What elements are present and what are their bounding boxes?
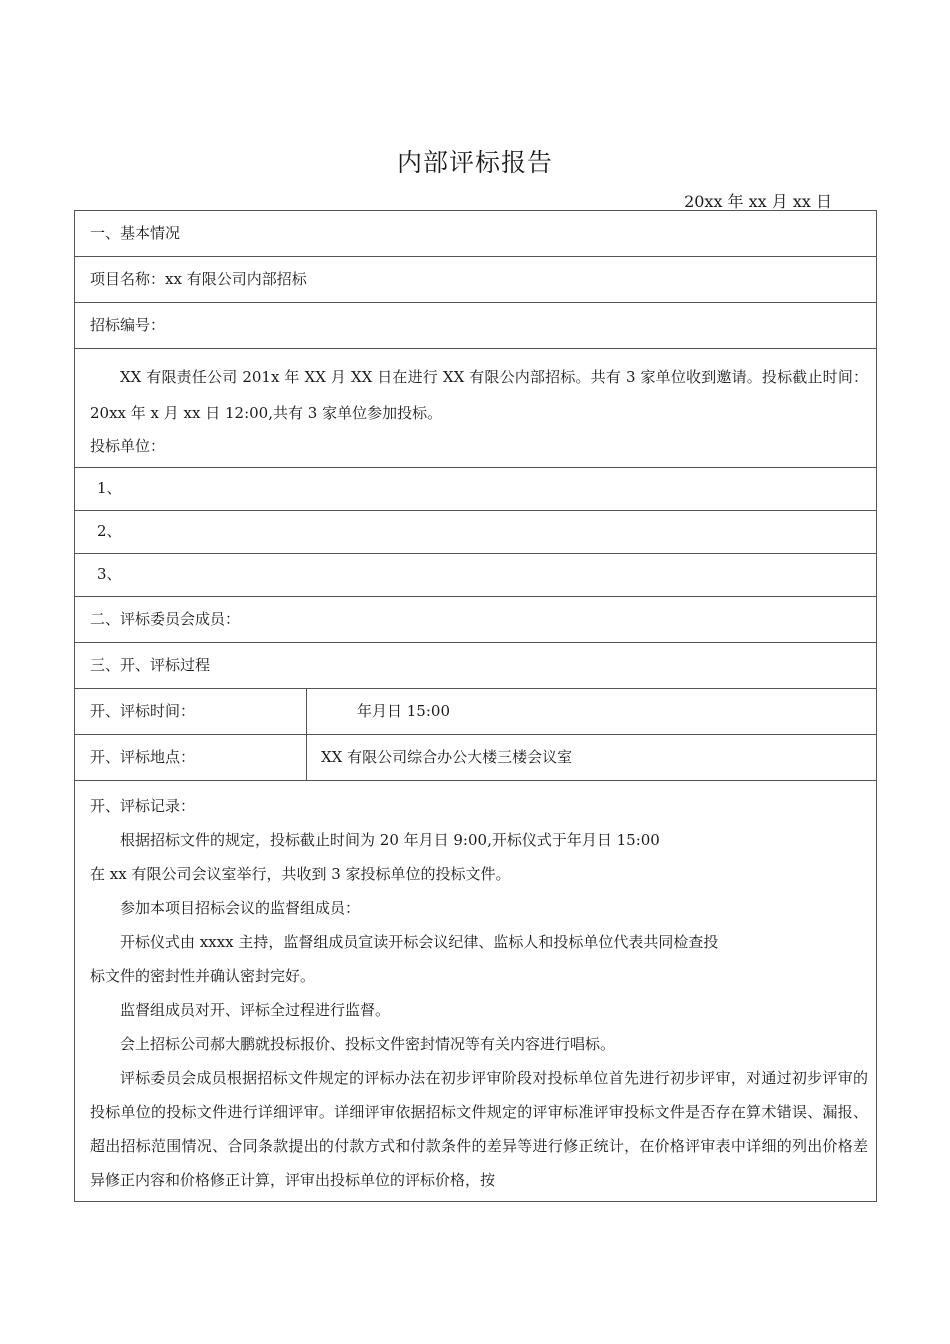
record-paragraph: 评标委员会成员根据招标文件规定的评标办法在初步评审阶段对投标单位首先进行初步评审，对通过初步评审的投标单位的投标文件进行详细评审。详细评审依据招标文件规定的评审标准评审投标文件是否存在算术错误、漏报、超出招标范围情况、合同条款提出的付款方式和付款条件的差异等进行修正统计，在价格评审表中详细的列出价格差异修正内容和价格修正计算，评审出投标单位的评标价格，按 — [90, 1069, 869, 1189]
record-label: 开、评标记录： — [90, 797, 196, 815]
overview-cell — [75, 349, 877, 468]
time-value: 年月日 15:00 — [307, 689, 877, 735]
record-cell — [75, 781, 877, 1202]
table-row — [75, 643, 877, 689]
place-label: 开、评标地点： — [75, 735, 307, 781]
project-name: 项目名称：xx 有限公司内部招标 — [75, 257, 877, 303]
record-line: 会上招标公司郝大鹏就投标报价、投标文件密封情况等有关内容进行唱标。 — [120, 1035, 616, 1053]
bidders-label: 投标单位： — [90, 437, 166, 455]
bidder-3: 3、 — [75, 554, 877, 597]
table-row — [75, 511, 877, 554]
record-line: 监督组成员对开、评标全过程进行监督。 — [120, 1001, 391, 1019]
table-row — [75, 689, 877, 735]
table-row — [75, 735, 877, 781]
time-label: 开、评标时间： — [75, 689, 307, 735]
section-committee: 二、评标委员会成员： — [75, 597, 877, 643]
report-table — [74, 210, 877, 1202]
record-line: 参加本项目招标会议的监督组成员： — [120, 899, 361, 917]
table-row — [75, 211, 877, 257]
table-row — [75, 554, 877, 597]
table-row — [75, 349, 877, 468]
overview-text: XX 有限责任公司 201x 年 XX 月 XX 日在进行 XX 有限公内部招标。共有 3 家单位收到邀请。投标截止时间：20xx 年 x 月 xx 日 12:00,共有 3 家单位参加投标。 — [90, 368, 869, 422]
bid-number: 招标编号： — [75, 303, 877, 349]
section-basic: 一、基本情况 — [75, 211, 877, 257]
place-value: XX 有限公司综合办公大楼三楼会议室 — [307, 735, 877, 781]
record-line: 在 xx 有限公司会议室举行，共收到 3 家投标单位的投标文件。 — [90, 865, 511, 883]
record-line: 标文件的密封性并确认密封完好。 — [90, 967, 316, 985]
page-title: 内部评标报告 — [396, 148, 553, 177]
record-line: 开标仪式由 xxxx 主持，监督组成员宣读开标会议纪律、监标人和投标单位代表共同检查投 — [120, 933, 719, 951]
table-row — [75, 257, 877, 303]
record-line: 根据招标文件的规定，投标截止时间为 20 年月日 9:00,开标仪式于年月日 15:00 — [120, 831, 660, 849]
section-process: 三、开、评标过程 — [75, 643, 877, 689]
bidder-1: 1、 — [75, 468, 877, 511]
bidder-2: 2、 — [75, 511, 877, 554]
table-row — [75, 468, 877, 511]
report-date: 20xx 年 xx 月 xx 日 — [684, 192, 832, 211]
table-row — [75, 781, 877, 1202]
table-row — [75, 597, 877, 643]
table-row — [75, 303, 877, 349]
